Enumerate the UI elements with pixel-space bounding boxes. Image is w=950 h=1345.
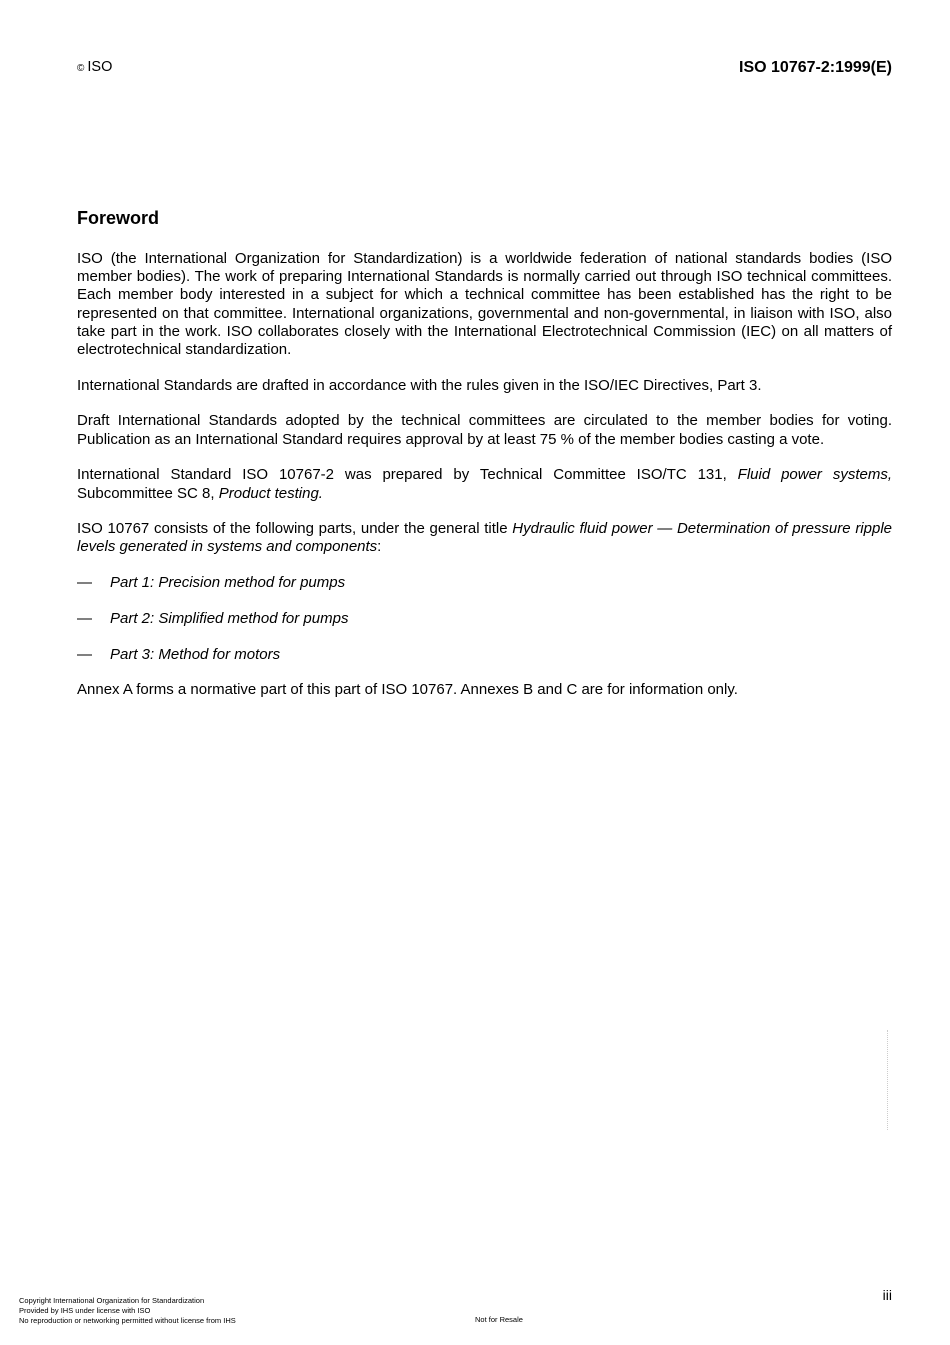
foreword-body — [77, 250, 892, 717]
footer-line-2: Provided by IHS under license with ISO — [19, 1306, 151, 1315]
subcommittee-title: Product testing. — [218, 484, 323, 502]
list-item — [77, 610, 892, 628]
margin-marks — [887, 1030, 892, 1130]
page-number: iii — [882, 1287, 892, 1303]
paragraph-parts-intro — [77, 520, 892, 556]
paragraph-voting: Draft International Standards adopted by the technical committees are circulated to the member bodies for voting. Publication as an International Standard requires approval by at least 75 % of the member bodies casting a vote. — [77, 412, 892, 448]
list-item — [77, 646, 892, 664]
paragraph-directives: International Standards are drafted in accordance with the rules given in the ISO/IEC Directives, Part 3. — [77, 376, 762, 394]
list-item-text: Part 3: Method for motors — [110, 645, 281, 663]
paragraph-preparation — [77, 466, 892, 502]
header-copyright — [77, 59, 112, 75]
parts-intro-text: ISO 10767 consists of the following parts, under the general title — [77, 520, 513, 538]
list-item-text: Part 1: Precision method for pumps — [110, 574, 346, 592]
list-dash: — — [77, 574, 92, 592]
footer-line-3: No reproduction or networking permitted without license from IHS — [19, 1316, 236, 1325]
section-title: Foreword — [77, 208, 160, 228]
preparation-text-2: Subcommittee SC 8, — [77, 484, 219, 502]
copyright-org: ISO — [87, 59, 113, 75]
general-title: Hydraulic fluid power — Determination of pressure ripple levels generated in systems and components — [77, 520, 893, 556]
paragraph-annexes: Annex A forms a normative part of this part of ISO 10767. Annexes B and C are for information only. — [77, 681, 738, 699]
footer-copyright — [19, 1296, 236, 1326]
preparation-text-1: International Standard ISO 10767-2 was prepared by Technical Committee ISO/TC 131, — [77, 466, 738, 484]
list-item — [77, 574, 892, 592]
footer-not-for-resale: Not for Resale — [475, 1315, 523, 1324]
footer-line-1: Copyright International Organization for Standardization — [19, 1296, 205, 1305]
document-id: ISO 10767-2:1999(E) — [739, 59, 892, 76]
list-dash: — — [77, 645, 92, 663]
parts-intro-colon: : — [377, 538, 382, 556]
committee-title: Fluid power systems, — [737, 466, 892, 484]
list-dash: — — [77, 609, 92, 627]
list-item-text: Part 2: Simplified method for pumps — [110, 609, 349, 627]
paragraph-iso-intro: ISO (the International Organization for Standardization) is a worldwide federation of national standards bodies (ISO member bodies). The work of preparing International Standards is normally carried out through ISO technical committees. Each member body interested in a subject for which a technical committee has been established has the right to be represented on that committee. International organizations, governmental and non-governmental, in liaison with ISO, also take part in the work. ISO collaborates closely with the International Electrotechnical Commission (IEC) on all matters of electrotechnical standardization. — [77, 250, 892, 359]
copyright-symbol: © — [77, 63, 85, 74]
